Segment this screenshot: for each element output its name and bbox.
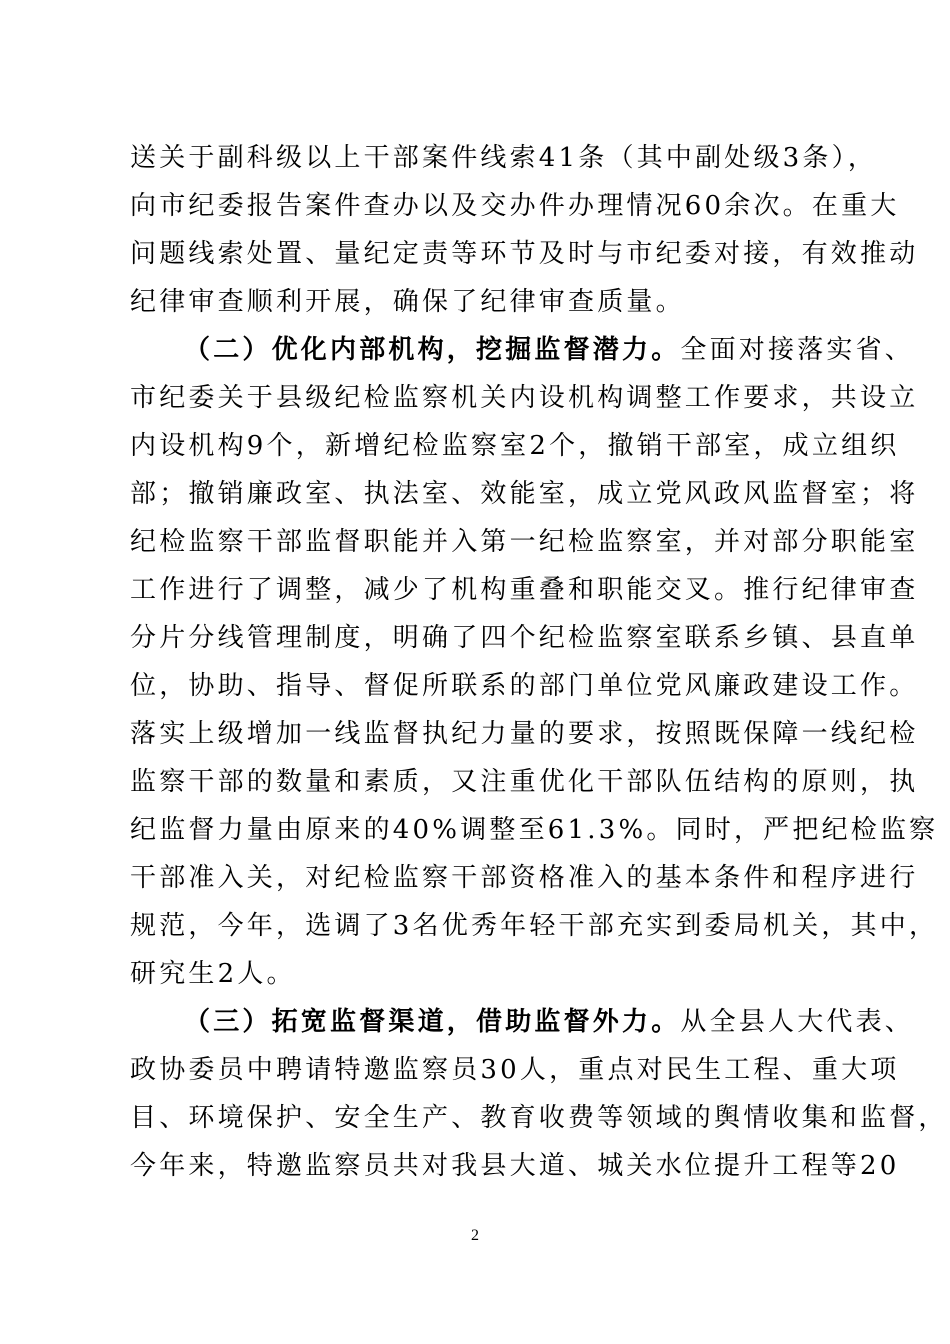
- paragraph-line-2: 向市纪委报告案件查办以及交办件办理情况60余次。在重大: [130, 191, 900, 221]
- section-three-line-1: （三）拓宽监督渠道，借助监督外力。从全县人大代表、: [184, 1007, 915, 1037]
- paragraph-line-14: 监察干部的数量和素质，又注重优化干部队伍结构的原则，执: [130, 767, 919, 797]
- paragraph-line-1: 送关于副科级以上干部案件线索41条（其中副处级3条），: [130, 143, 878, 173]
- section-heading-two: （二）优化内部机构，挖掘监督潜力。: [184, 335, 681, 365]
- paragraph-line-8: 部；撤销廉政室、执法室、效能室，成立党风政风监督室；将: [130, 479, 919, 509]
- paragraph-line-22: 今年来，特邀监察员共对我县大道、城关水位提升工程等20: [130, 1151, 900, 1181]
- paragraph-line-6: 市纪委关于县级纪检监察机关内设机构调整工作要求，共设立: [130, 383, 919, 413]
- paragraph-line-4: 纪律审查顺利开展，确保了纪律审查质量。: [130, 287, 685, 317]
- paragraph-line-11: 分片分线管理制度，明确了四个纪检监察室联系乡镇、县直单: [130, 623, 919, 653]
- page-number: 2: [471, 1227, 479, 1244]
- paragraph-line-7: 内设机构9个，新增纪检监察室2个，撤销干部室，成立组织: [130, 431, 900, 461]
- paragraph-line-3: 问题线索处置、量纪定责等环节及时与市纪委对接，有效推动: [130, 239, 919, 269]
- paragraph-line-17: 规范，今年，选调了3名优秀年轻干部充实到委局机关，其中，: [130, 911, 939, 941]
- paragraph-line-13: 落实上级增加一线监督执纪力量的要求，按照既保障一线纪检: [130, 719, 919, 749]
- paragraph-line-18: 研究生2人。: [130, 959, 296, 989]
- paragraph-line-16: 干部准入关，对纪检监察干部资格准入的基本条件和程序进行: [130, 863, 919, 893]
- paragraph-line-12: 位，协助、指导、督促所联系的部门单位党风廉政建设工作。: [130, 671, 919, 701]
- paragraph-line-9: 纪检监察干部监督职能并入第一纪检监察室，并对部分职能室: [130, 527, 919, 557]
- paragraph-line-20: 政协委员中聘请特邀监察员30人，重点对民生工程、重大项: [130, 1055, 900, 1085]
- section-heading-three: （三）拓宽监督渠道，借助监督外力。: [184, 1007, 681, 1037]
- paragraph-line-21: 目、环境保护、安全生产、教育收费等领域的舆情收集和监督，: [130, 1103, 948, 1133]
- paragraph-line-10: 工作进行了调整，减少了机构重叠和职能交叉。推行纪律审查: [130, 575, 919, 605]
- paragraph-line-15: 纪监督力量由原来的40%调整至61.3%。同时，严把纪检监察: [130, 815, 939, 845]
- section-two-line-1: （二）优化内部机构，挖掘监督潜力。全面对接落实省、: [184, 335, 915, 365]
